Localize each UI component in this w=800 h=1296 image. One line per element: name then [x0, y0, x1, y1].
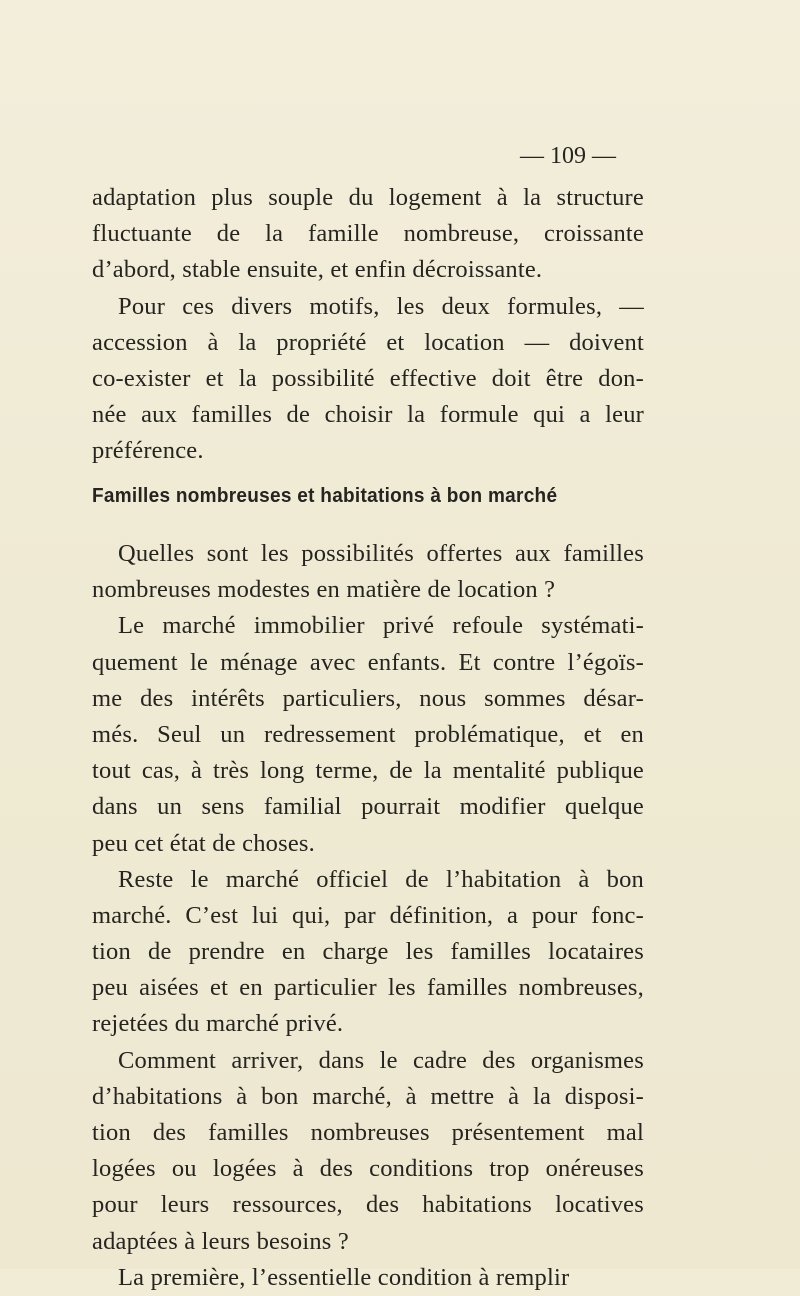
section-heading: Familles nombreuses et habitations à bon marché	[92, 485, 558, 507]
text-line: quement le ménage avec enfants. Et contre l’égoïs-	[92, 648, 644, 676]
text-line: Le marché immobilier privé refoule systémati-	[118, 612, 644, 640]
text-line: rejetées du marché privé.	[92, 1010, 344, 1038]
text-line: fluctuante de la famille nombreuse, croissante	[92, 220, 644, 248]
text-line: Pour ces divers motifs, les deux formules, —	[118, 292, 644, 320]
text-line: Reste le marché officiel de l’habitation à bon	[118, 865, 644, 893]
text-line: préférence.	[92, 437, 204, 465]
text-line: adaptation plus souple du logement à la structure	[92, 184, 644, 211]
text-line: me des intérêts particuliers, nous sommes désar-	[92, 684, 644, 712]
text-line: peu cet état de choses.	[92, 829, 315, 857]
body-paragraphs	[92, 536, 644, 1296]
text-line: née aux familles de choisir la formule qui a leur	[92, 401, 644, 429]
text-line: La première, l’essentielle condition à remplir	[118, 1263, 570, 1291]
text-line: d’abord, stable ensuite, et enfin décroissante.	[92, 256, 543, 284]
text-line: logées ou logées à des conditions trop onéreuses	[92, 1155, 644, 1183]
text-line: peu aisées et en particulier les familles nombreuses,	[92, 974, 644, 1002]
text-line: pour leurs ressources, des habitations locatives	[92, 1191, 644, 1219]
text-line: Comment arriver, dans le cadre des organismes	[118, 1046, 644, 1074]
text-line: d’habitations à bon marché, à mettre à la disposi-	[92, 1082, 644, 1110]
text-line: accession à la propriété et location — doivent	[92, 328, 644, 356]
text-line: tout cas, à très long terme, de la mentalité publique	[92, 757, 644, 785]
text-line: co-exister et la possibilité effective doit être don-	[92, 364, 644, 392]
text-line: tion des familles nombreuses présentement mal	[92, 1119, 644, 1146]
text-line: més. Seul un redressement problématique, et en	[92, 720, 644, 748]
page-number: — 109 —	[520, 143, 616, 169]
intro-paragraphs	[92, 180, 644, 470]
text-line: tion de prendre en charge les familles locataires	[92, 938, 644, 966]
text-line: dans un sens familial pourrait modifier quelque	[92, 793, 644, 821]
text-line: nombreuses modestes en matière de location ?	[92, 576, 556, 604]
text-line: adaptées à leurs besoins ?	[92, 1227, 349, 1255]
text-line: Quelles sont les possibilités offertes aux familles	[118, 540, 644, 567]
text-line: marché. C’est lui qui, par définition, a pour fonc-	[92, 901, 644, 929]
